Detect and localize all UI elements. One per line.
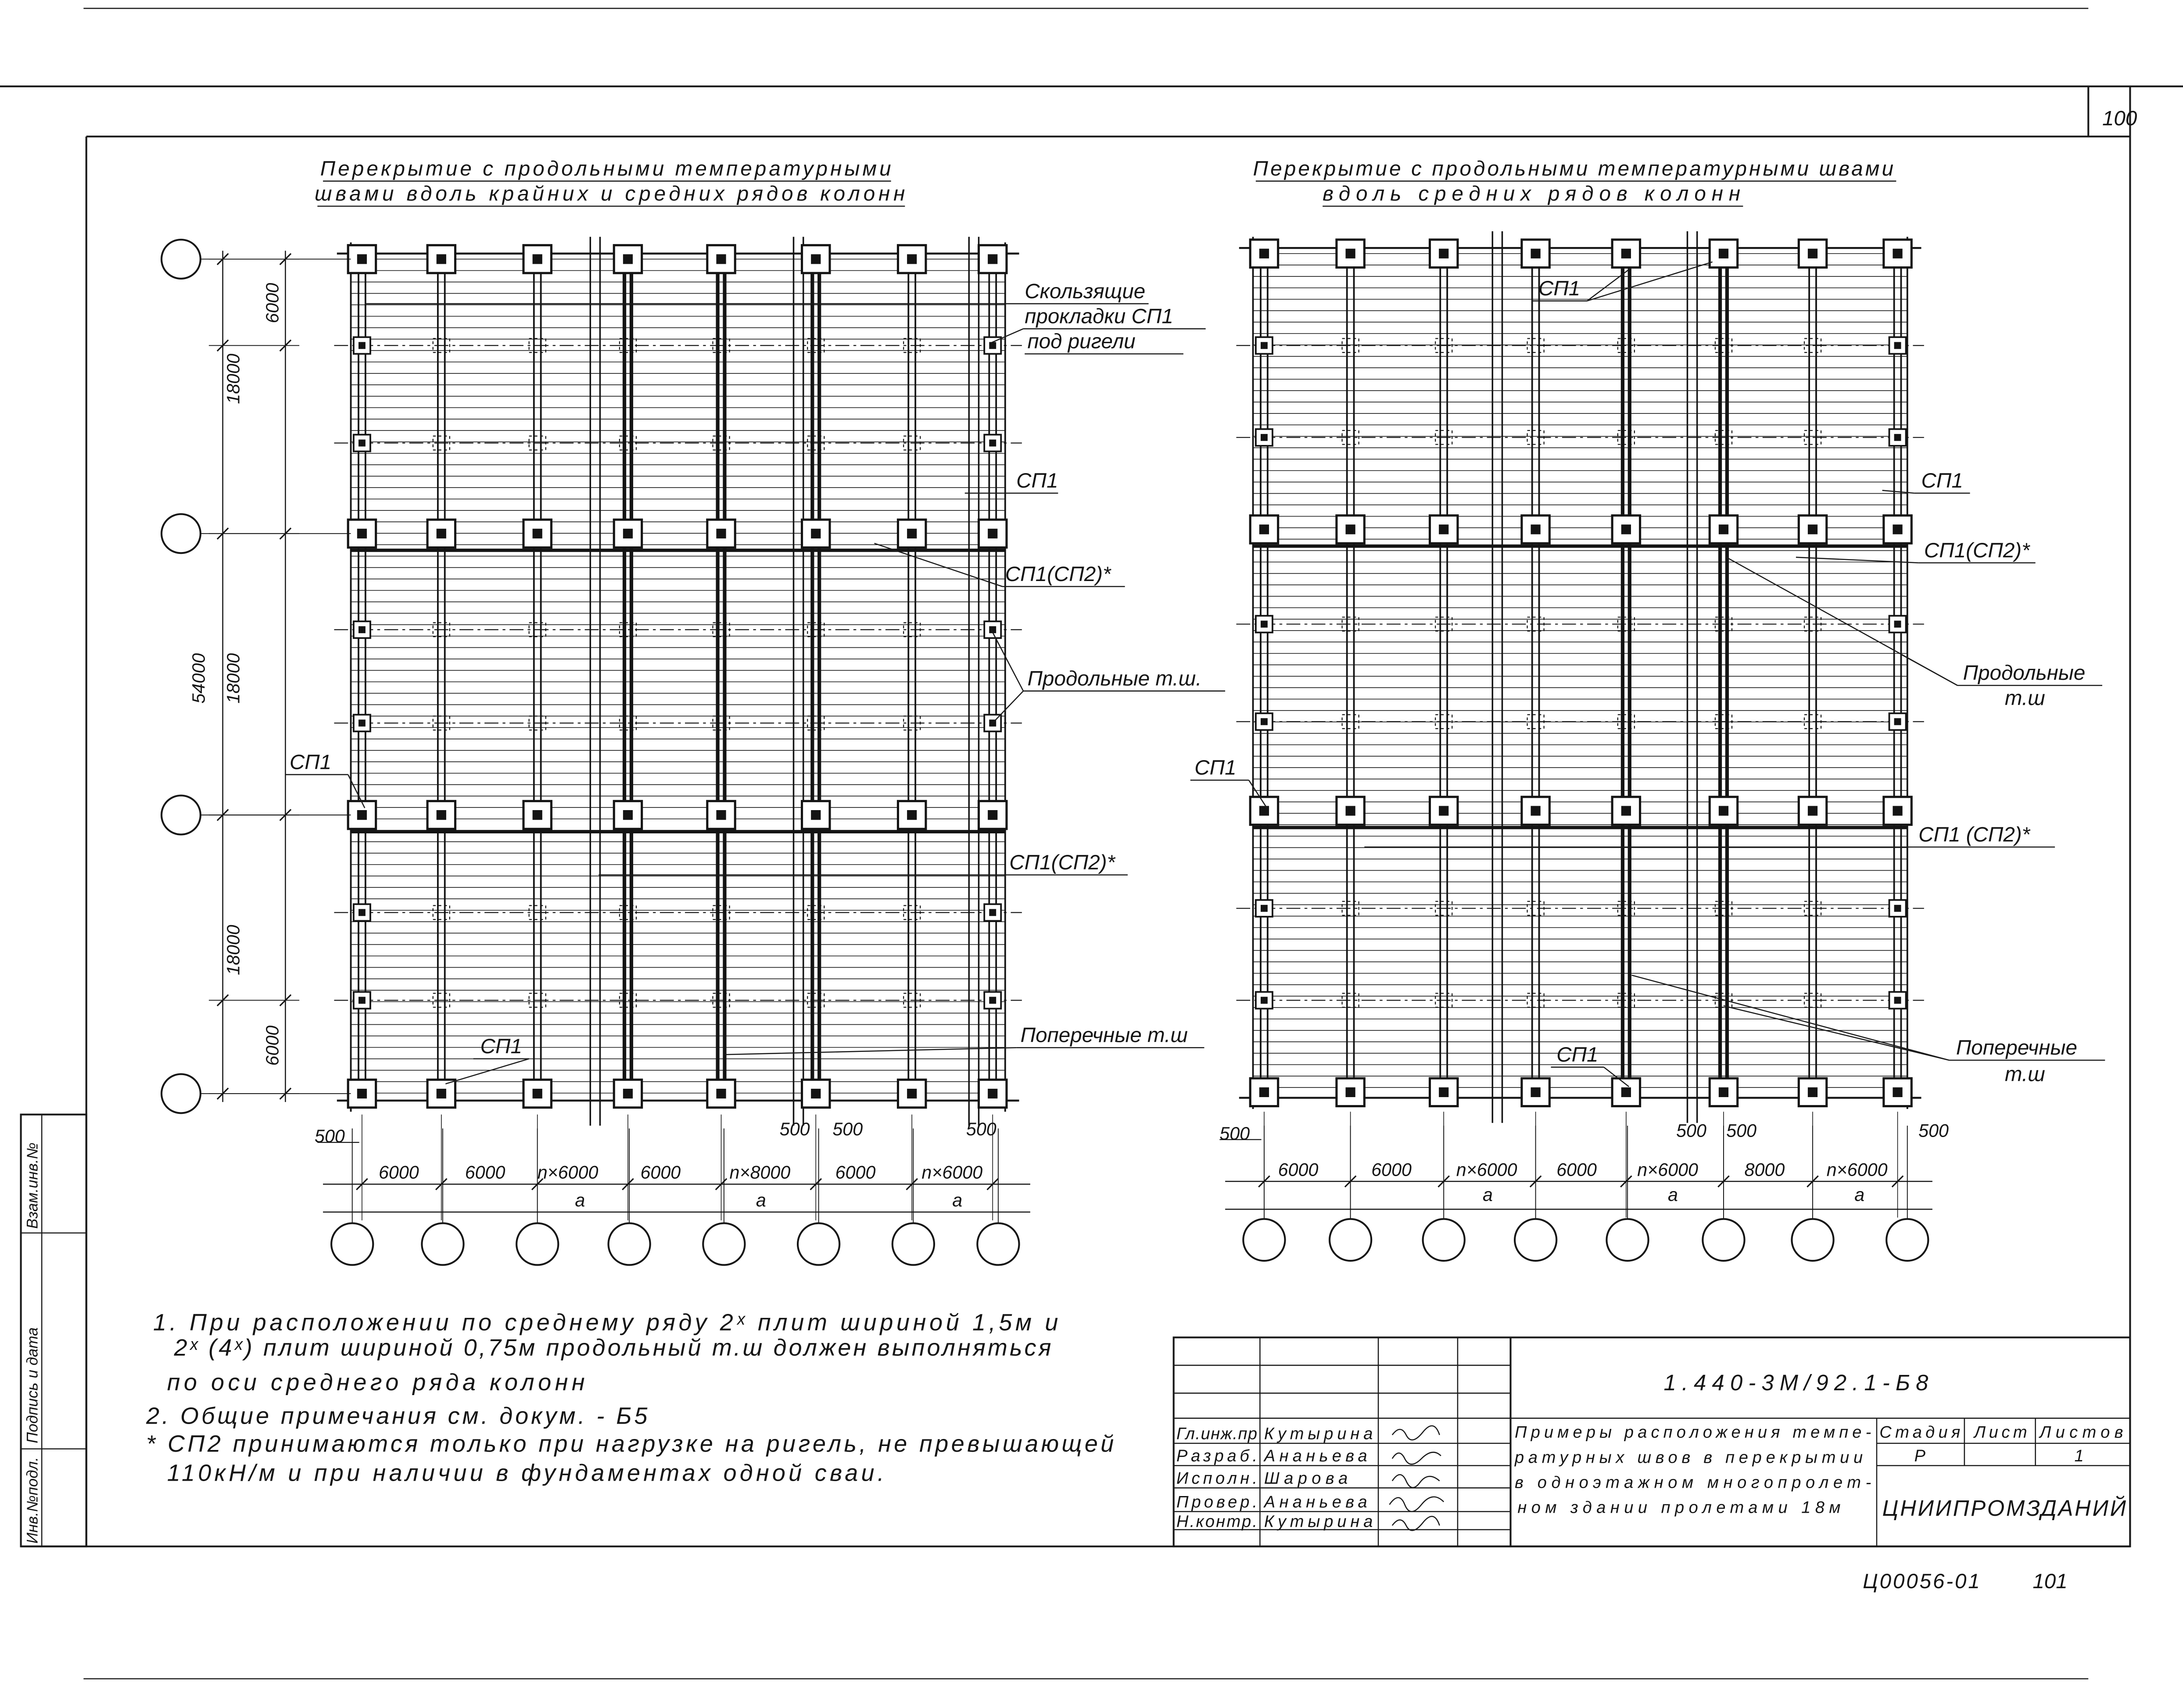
left-dim-h-5: 6000	[835, 1162, 876, 1183]
tb-role-0: Гл.инж.пр	[1176, 1425, 1258, 1443]
right-dim-500-0: 500	[1219, 1123, 1250, 1144]
column-core	[1719, 806, 1728, 815]
column-core	[1531, 1087, 1541, 1097]
column-core	[1261, 718, 1268, 725]
left-label-sliding-1: Скользящие	[1025, 280, 1146, 303]
tb-name-2: Шарова	[1264, 1469, 1348, 1488]
left-label-sliding-3: под ригели	[1027, 330, 1136, 353]
tb-sheets: 1	[2074, 1447, 2084, 1466]
left-label-sp1-c: СП1	[480, 1034, 522, 1058]
left-dim-h-6: n×6000	[921, 1162, 983, 1183]
column-core	[1719, 249, 1728, 258]
right-plan	[1219, 231, 1932, 1261]
column-core	[1893, 806, 1902, 815]
column-core	[1893, 524, 1902, 534]
left-dim-v-6000-bottom: 6000	[262, 1025, 283, 1066]
left-plan-title-line-2: швами вдоль крайних и средних рядов колонн	[315, 182, 905, 206]
column-core	[357, 254, 367, 264]
signature-icon	[1392, 1452, 1441, 1464]
tb-stage: Р	[1914, 1447, 1926, 1466]
tb-name-0: Кутырина	[1264, 1425, 1373, 1443]
right-dim-h-0: 6000	[1278, 1159, 1319, 1180]
right-dim-h-1: 6000	[1371, 1159, 1412, 1180]
note-line-1: 1. При расположении по среднему ряду 2ˣ плит шириной 1,5м и	[153, 1309, 1058, 1336]
stamp-inv: Инв.№подл.	[24, 1457, 41, 1544]
column-core	[1894, 997, 1901, 1004]
signature-icon	[1389, 1497, 1444, 1512]
column-core	[623, 810, 633, 820]
column-core	[1261, 342, 1268, 349]
page-number: 101	[2032, 1569, 2068, 1593]
left-label-sp1-a: СП1	[1016, 469, 1058, 493]
column-core	[989, 440, 996, 447]
column-core	[358, 342, 366, 349]
axis-circle	[161, 514, 201, 553]
left-label-longitudinal: Продольные т.ш.	[1027, 667, 1202, 690]
right-label-sp12-a: СП1(СП2)*	[1924, 538, 2030, 562]
column-core	[811, 254, 821, 264]
column-core	[358, 440, 366, 447]
column-core	[1894, 434, 1901, 441]
column-core	[1439, 249, 1448, 258]
column-core	[1808, 524, 1817, 534]
leader-line	[1724, 1006, 1949, 1060]
column-core	[358, 997, 366, 1004]
column-core	[357, 810, 367, 820]
column-core	[1259, 524, 1269, 534]
axis-circle	[1515, 1219, 1556, 1261]
column-core	[716, 1089, 726, 1098]
column-core	[1531, 806, 1541, 815]
column-core	[989, 997, 996, 1004]
left-dim-500-2: 500	[832, 1119, 863, 1140]
leader-line	[1902, 655, 1957, 685]
column-core	[533, 810, 542, 820]
left-label-sp12-b: СП1(СП2)*	[1009, 850, 1115, 874]
right-dim-500-1: 500	[1676, 1120, 1706, 1141]
leader-line	[1882, 490, 1914, 493]
column-core	[716, 529, 726, 538]
column-core	[1808, 249, 1817, 258]
note-line-6: 110кН/м и при наличии в фундаментах одной сваи.	[167, 1460, 884, 1486]
tb-sheets-header: Листов	[2040, 1423, 2123, 1442]
axis-circle	[977, 1223, 1019, 1265]
column-core	[1719, 524, 1728, 534]
tb-role-4: Н.контр.	[1176, 1512, 1258, 1531]
left-dim-h-0: 6000	[379, 1162, 419, 1183]
axis-circle	[798, 1223, 839, 1265]
note-line-2: 2ˣ (4ˣ) плит шириной 0,75м продольный т.ш должен выполняться	[174, 1334, 1051, 1361]
axis-circle	[1792, 1219, 1833, 1261]
column-core	[1261, 905, 1268, 912]
axis-circle	[1703, 1219, 1744, 1261]
column-core	[989, 909, 996, 916]
column-core	[811, 810, 821, 820]
column-core	[1621, 806, 1631, 815]
column-core	[1259, 249, 1269, 258]
column-core	[1894, 905, 1901, 912]
note-line-4: 2. Общие примечания см. докум. - Б5	[146, 1403, 648, 1429]
column-core	[988, 810, 997, 820]
axis-circle	[1886, 1219, 1928, 1261]
tb-sheet-header: Лист	[1974, 1423, 2027, 1442]
left-dim-500-1: 500	[779, 1119, 810, 1140]
right-dim-500-2: 500	[1726, 1120, 1757, 1141]
left-plan-title-line-1: Перекрытие с продольными температурными	[320, 157, 891, 180]
left-dim-500-3: 500	[966, 1119, 997, 1140]
column-core	[437, 254, 446, 264]
leader-line	[445, 1059, 529, 1084]
column-core	[989, 342, 996, 349]
tb-role-1: Разраб.	[1176, 1447, 1258, 1466]
right-label-sp1-a: СП1	[1538, 276, 1581, 301]
signature-icon	[1392, 1475, 1440, 1487]
right-label-longitudinal-2: т.ш	[2004, 686, 2045, 710]
axis-circle	[331, 1223, 373, 1265]
right-plan-title-line-1: Перекрытие с продольными температурными швами	[1253, 157, 1894, 180]
column-core	[1621, 1087, 1631, 1097]
right-label-sp1-d: СП1	[1556, 1043, 1599, 1067]
column-core	[1346, 249, 1355, 258]
left-dim-v-54000: 54000	[188, 653, 209, 704]
left-label-sliding-2: прокладки СП1	[1025, 305, 1173, 328]
column-core	[358, 909, 366, 916]
right-label-sp12-b: СП1 (СП2)*	[1918, 823, 2030, 847]
axis-circle	[1606, 1219, 1648, 1261]
axis-circle	[1243, 1219, 1285, 1261]
leader-line	[1587, 262, 1713, 301]
column-core	[1808, 806, 1817, 815]
column-core	[988, 1089, 997, 1098]
right-label-longitudinal-1: Продольные	[1963, 661, 2086, 685]
axis-circle	[893, 1223, 934, 1265]
right-dim-a-2: a	[1854, 1184, 1865, 1205]
right-label-sp1-b: СП1	[1921, 469, 1963, 493]
column-core	[357, 529, 367, 538]
stamp-replace: Взам.инв.№	[24, 1142, 41, 1229]
axis-circle	[1330, 1219, 1371, 1261]
column-core	[1346, 1087, 1355, 1097]
sheet-number: 100	[2102, 107, 2137, 130]
column-core	[1719, 1087, 1728, 1097]
tb-desc-2: ратурных швов в перекрытии	[1515, 1448, 1863, 1467]
right-label-transverse-2: т.ш	[2004, 1062, 2045, 1086]
column-core	[358, 626, 366, 633]
left-dim-a-1: a	[756, 1190, 766, 1211]
right-dim-h-3: 6000	[1556, 1159, 1597, 1180]
axis-circle	[1423, 1219, 1465, 1261]
right-dim-h-6: n×6000	[1826, 1159, 1888, 1180]
right-leaders	[1249, 262, 1957, 1087]
column-core	[1259, 806, 1269, 815]
left-dim-a-2: a	[952, 1190, 963, 1211]
column-core	[623, 254, 633, 264]
document-code: Ц00056-01	[1863, 1569, 1980, 1593]
column-core	[716, 810, 726, 820]
left-stamp	[21, 1115, 86, 1547]
left-dim-h-1: 6000	[465, 1162, 505, 1183]
column-core	[716, 254, 726, 264]
left-dim-500-0: 500	[315, 1126, 345, 1147]
column-core	[533, 254, 542, 264]
right-plan-title-line-2: вдоль средних рядов колонн	[1323, 182, 1741, 206]
column-core	[811, 529, 821, 538]
column-core	[1531, 524, 1541, 534]
column-core	[437, 529, 446, 538]
right-dim-500-3: 500	[1918, 1120, 1949, 1141]
left-dim-v-6000-top: 6000	[262, 283, 283, 323]
column-core	[1894, 342, 1901, 349]
left-label-transverse: Поперечные т.ш	[1020, 1023, 1188, 1047]
column-core	[1261, 997, 1268, 1004]
axis-circle	[161, 240, 201, 279]
column-core	[437, 1089, 446, 1098]
tb-doc-code: 1.440-3М/92.1-Б8	[1663, 1370, 1928, 1396]
column-core	[1259, 1087, 1269, 1097]
right-label-sp1-c: СП1	[1194, 756, 1237, 780]
left-leaders	[348, 304, 1023, 1084]
axis-circle	[703, 1223, 745, 1265]
leader-line	[724, 1048, 1016, 1055]
signature-icon	[1392, 1516, 1440, 1530]
column-core	[1439, 524, 1448, 534]
left-dim-a-0: a	[575, 1190, 585, 1211]
right-dim-h-5: 8000	[1744, 1159, 1785, 1180]
column-core	[1894, 718, 1901, 725]
axis-circle	[161, 796, 201, 835]
column-core	[623, 1089, 633, 1098]
left-label-sp1-b: СП1	[289, 750, 332, 774]
column-core	[358, 720, 366, 727]
left-dim-h-3: 6000	[640, 1162, 681, 1183]
left-label-sp12-a: СП1(СП2)*	[1005, 562, 1111, 586]
column-core	[1346, 806, 1355, 815]
left-dim-v-18000-b: 18000	[223, 653, 244, 704]
column-core	[1261, 434, 1268, 441]
column-core	[1894, 621, 1901, 628]
axis-circle	[161, 1074, 201, 1113]
leader-line	[1587, 268, 1632, 301]
column-core	[533, 1089, 542, 1098]
tb-role-3: Провер.	[1176, 1493, 1258, 1511]
right-label-transverse-1: Поперечные	[1956, 1036, 2077, 1060]
stamp-sign-date: Подпись и дата	[24, 1327, 41, 1443]
column-core	[907, 1089, 917, 1098]
right-dim-h-2: n×6000	[1456, 1159, 1517, 1180]
column-core	[1893, 249, 1902, 258]
left-dim-h-2: n×6000	[537, 1162, 599, 1183]
column-core	[907, 254, 917, 264]
column-core	[357, 1089, 367, 1098]
column-core	[623, 529, 633, 538]
tb-name-3: Ананьева	[1264, 1493, 1367, 1511]
column-core	[1439, 806, 1448, 815]
left-dim-v-18000-c: 18000	[223, 925, 244, 976]
column-core	[1893, 1087, 1902, 1097]
tb-stage-header: Стадия	[1879, 1423, 1961, 1442]
right-dim-h-4: n×6000	[1637, 1159, 1699, 1180]
tb-name-1: Ананьева	[1264, 1447, 1367, 1466]
title-block	[1174, 1338, 2130, 1547]
note-line-5: * СП2 принимаются только при нагрузке на ригель, не превышающей	[146, 1430, 1114, 1457]
axis-circle	[516, 1223, 558, 1265]
axis-circle	[609, 1223, 650, 1265]
tb-name-4: Кутырина	[1264, 1512, 1373, 1531]
tb-desc-4: ном здании пролетами 18м	[1517, 1498, 1841, 1517]
note-line-3: по оси среднего ряда колонн	[167, 1369, 585, 1396]
column-core	[1808, 1087, 1817, 1097]
column-core	[1621, 524, 1631, 534]
axis-circle	[422, 1223, 463, 1265]
column-core	[1621, 249, 1631, 258]
left-dim-h-4: n×8000	[729, 1162, 791, 1183]
column-core	[533, 529, 542, 538]
column-core	[811, 1089, 821, 1098]
column-core	[988, 529, 997, 538]
column-core	[437, 810, 446, 820]
column-core	[1261, 621, 1268, 628]
tb-desc-3: в одноэтажном многопролет-	[1515, 1473, 1871, 1492]
signature-icon	[1392, 1426, 1440, 1440]
notes	[146, 1310, 1114, 1486]
column-core	[1531, 249, 1541, 258]
tb-role-2: Исполн.	[1176, 1469, 1258, 1488]
column-core	[988, 254, 997, 264]
column-core	[1346, 524, 1355, 534]
tb-desc-1: Примеры расположения темпе-	[1515, 1423, 1871, 1442]
column-core	[1439, 1087, 1448, 1097]
column-core	[907, 810, 917, 820]
right-dim-a-0: a	[1483, 1184, 1493, 1205]
column-core	[907, 529, 917, 538]
tb-organization: ЦНИИПРОМЗДАНИЙ	[1882, 1495, 2126, 1521]
left-dim-v-18000-a: 18000	[223, 353, 244, 404]
right-dim-a-1: a	[1668, 1184, 1678, 1205]
